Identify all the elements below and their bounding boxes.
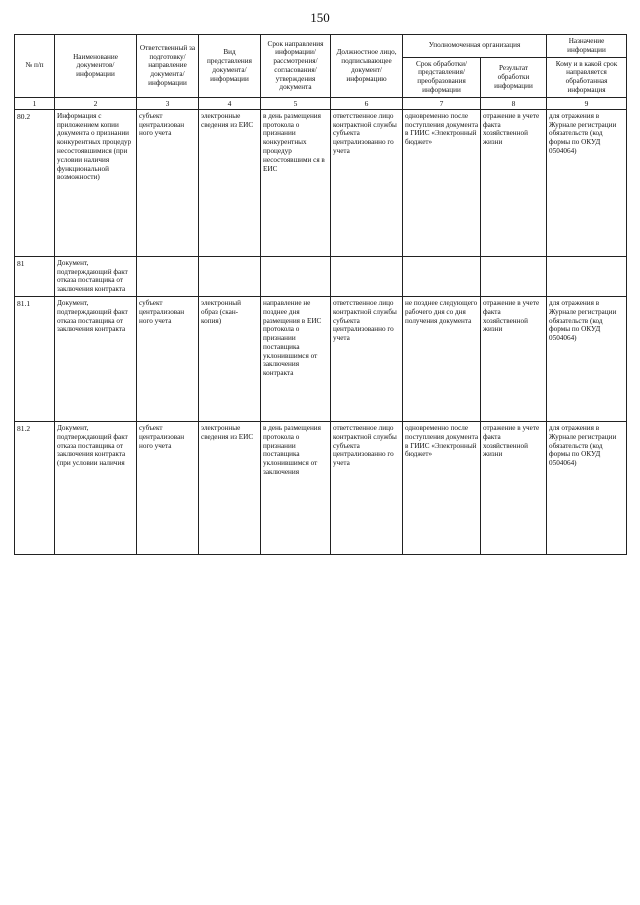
column-number: 2 <box>55 97 137 109</box>
column-number: 3 <box>137 97 199 109</box>
column-number: 9 <box>547 97 627 109</box>
cell-processing-deadline <box>403 256 481 296</box>
cell-processing-deadline: одновременно после поступления документа в ГИИС «Электронный бюджет» <box>403 109 481 256</box>
table-row <box>15 109 627 256</box>
column-number: 6 <box>331 97 403 109</box>
row-number: 81 <box>15 256 55 296</box>
cell-presentation-type <box>199 256 261 296</box>
table-row <box>15 256 627 296</box>
header-signing-official: Должностное лицо, подписывающее документ/ информацию <box>331 35 403 98</box>
column-number: 8 <box>481 97 547 109</box>
cell-processing-result: отражение в учете факта хозяйственной жизни <box>481 296 547 421</box>
column-number-row <box>15 97 627 109</box>
cell-responsible: субъект централизован ного учета <box>137 296 199 421</box>
cell-document-name: Информация с приложением копии документа о признании конкурентных процедур несостоявшимися (при условии наличия функциональной возможности) <box>55 109 137 256</box>
header-recipient: Кому и в какой срок направляется обработанная информация <box>547 57 627 97</box>
cell-responsible <box>137 256 199 296</box>
column-number: 5 <box>261 97 331 109</box>
header-number: № п/п <box>15 35 55 98</box>
header-deadline: Срок направления информации/ рассмотрения/ согласования/ утверждения документа <box>261 35 331 98</box>
document-table-container <box>14 34 626 555</box>
cell-recipient: для отражения в Журнале регистрации обязательств (код формы по ОКУД 0504064) <box>547 296 627 421</box>
cell-document-name: Документ, подтверждающий факт отказа поставщика от заключения контракта (при условии наличия <box>55 421 137 554</box>
cell-recipient: для отражения в Журнале регистрации обязательств (код формы по ОКУД 0504064) <box>547 109 627 256</box>
cell-presentation-type: электронные сведения из ЕИС <box>199 421 261 554</box>
cell-document-name: Документ, подтверждающий факт отказа поставщика от заключения контракта <box>55 296 137 421</box>
cell-recipient <box>547 256 627 296</box>
table-row <box>15 421 627 554</box>
cell-presentation-type: электронный образ (скан-копия) <box>199 296 261 421</box>
document-flow-table <box>14 34 627 555</box>
cell-signing-official <box>331 256 403 296</box>
column-number: 4 <box>199 97 261 109</box>
cell-processing-result: отражение в учете факта хозяйственной жизни <box>481 421 547 554</box>
header-row-1 <box>15 35 627 58</box>
cell-signing-official: ответственное лицо контрактной службы субъекта централизованно го учета <box>331 421 403 554</box>
column-number: 7 <box>403 97 481 109</box>
cell-deadline: в день размещения протокола о признании поставщика уклонившимся от заключения <box>261 421 331 554</box>
page-number: 150 <box>310 10 330 25</box>
cell-processing-deadline: одновременно после поступления документа в ГИИС «Электронный бюджет» <box>403 421 481 554</box>
cell-deadline: направление не позднее дня размещения в ЕИС протокола о признании поставщика уклонившимся от заключения контракта <box>261 296 331 421</box>
cell-signing-official: ответственное лицо контрактной службы субъекта централизованно го учета <box>331 296 403 421</box>
cell-deadline <box>261 256 331 296</box>
header-group-destination: Назначение информации <box>547 35 627 58</box>
header-document-name: Наименование документов/ информации <box>55 35 137 98</box>
cell-recipient: для отражения в Журнале регистрации обязательств (код формы по ОКУД 0504064) <box>547 421 627 554</box>
cell-responsible: субъект централизован ного учета <box>137 109 199 256</box>
cell-document-name: Документ, подтверждающий факт отказа поставщика от заключения контракта <box>55 256 137 296</box>
header-processing-deadline: Срок обработки/ представления/ преобразования информации <box>403 57 481 97</box>
cell-processing-result <box>481 256 547 296</box>
header-processing-result: Результат обработки информации <box>481 57 547 97</box>
row-number: 80.2 <box>15 109 55 256</box>
header-presentation-type: Вид представления документа/ информации <box>199 35 261 98</box>
table-row <box>15 296 627 421</box>
cell-processing-result: отражение в учете факта хозяйственной жизни <box>481 109 547 256</box>
column-number: 1 <box>15 97 55 109</box>
cell-signing-official: ответственное лицо контрактной службы субъекта централизованно го учета <box>331 109 403 256</box>
cell-processing-deadline: не позднее следующего рабочего дня со дня получения документа <box>403 296 481 421</box>
cell-responsible: субъект централизован ного учета <box>137 421 199 554</box>
cell-presentation-type: электронные сведения из ЕИС <box>199 109 261 256</box>
row-number: 81.2 <box>15 421 55 554</box>
row-number: 81.1 <box>15 296 55 421</box>
header-responsible: Ответственный за подготовку/ направление документа/ информации <box>137 35 199 98</box>
header-group-authorized-org: Уполномоченная организация <box>403 35 547 58</box>
cell-deadline: в день размещения протокола о признании конкурентных процедур несостоявшими ся в ЕИС <box>261 109 331 256</box>
